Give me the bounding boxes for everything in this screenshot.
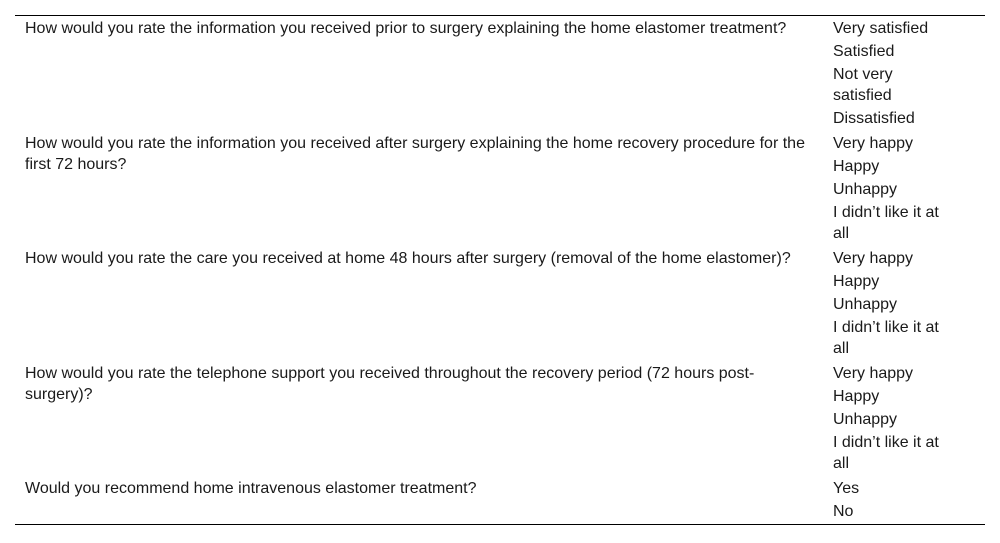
question-text: How would you rate the information you received prior to surgery explaining the home elastomer treatment?: [25, 20, 787, 37]
answer-option: Dissatisfied: [833, 110, 915, 127]
answer-option: Yes: [833, 480, 860, 497]
answer-options: [833, 361, 975, 474]
answer-option: Happy: [833, 158, 880, 175]
answer-option: Very happy: [833, 250, 914, 267]
question-text: How would you rate the telephone support you received throughout the recovery period (72 hours post-surgery)?: [25, 365, 755, 403]
answer-option: Not very satisfied: [833, 66, 893, 104]
question-text: Would you recommend home intravenous elastomer treatment?: [25, 480, 477, 497]
answer-options: [833, 476, 975, 522]
answer-option: No: [833, 503, 854, 520]
answer-option: Satisfied: [833, 43, 895, 60]
answer-option: Happy: [833, 273, 880, 290]
table-row: [15, 16, 985, 131]
answer-options: [833, 246, 975, 359]
survey-table: [15, 15, 985, 525]
answer-options: [833, 16, 975, 129]
table-row: [15, 361, 985, 476]
table-row: [15, 131, 985, 246]
answer-option: Very satisfied: [833, 20, 929, 37]
table-row: [15, 246, 985, 361]
answer-option: Unhappy: [833, 181, 898, 198]
question-text: How would you rate the care you received at home 48 hours after surgery (removal of the home elastomer)?: [25, 250, 791, 267]
answer-option: Unhappy: [833, 296, 898, 313]
answer-option: I didn’t like it at all: [833, 434, 939, 472]
answer-option: Unhappy: [833, 411, 898, 428]
answer-option: I didn’t like it at all: [833, 319, 939, 357]
answer-option: I didn’t like it at all: [833, 204, 939, 242]
answer-option: Happy: [833, 388, 880, 405]
answer-option: Very happy: [833, 365, 914, 382]
answer-option: Very happy: [833, 135, 914, 152]
answer-options: [833, 131, 975, 244]
question-text: How would you rate the information you received after surgery explaining the home recovery procedure for the first 72 hours?: [25, 135, 805, 173]
table-row: [15, 476, 985, 524]
